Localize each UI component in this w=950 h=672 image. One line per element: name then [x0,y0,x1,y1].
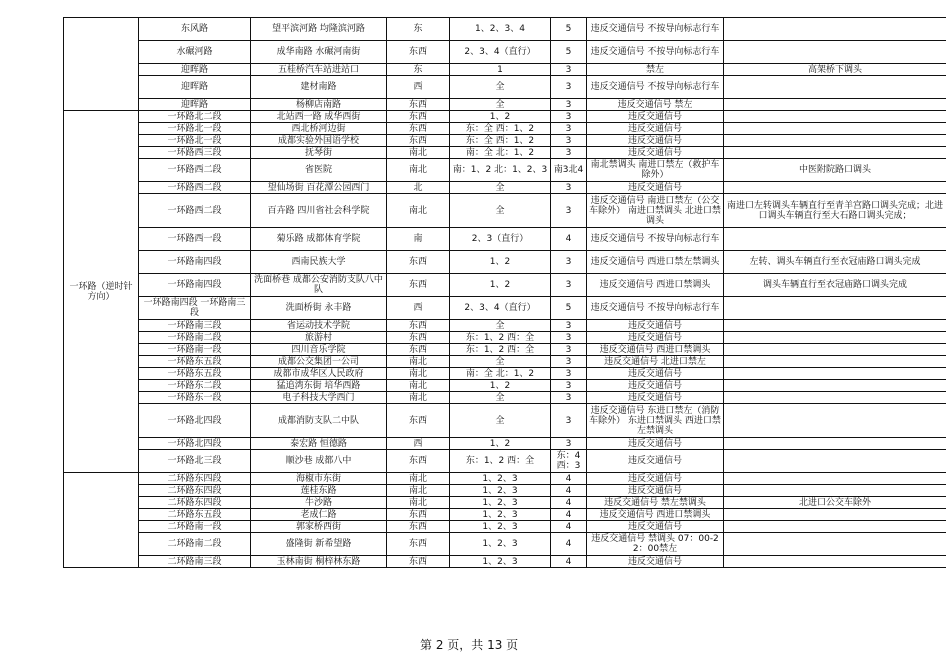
points-cell: 4 [551,473,587,485]
points-cell: 4 [551,556,587,568]
road-cell: 一环路南二段 [139,332,251,344]
violation-cell: 违反交通信号 [587,123,724,135]
violation-cell: 违反交通信号 西进口禁调头 [587,344,724,356]
violation-cell: 违反交通信号 [587,332,724,344]
direction-cell: 东西 [387,404,450,438]
points-cell: 3 [551,356,587,368]
points-cell: 5 [551,297,587,320]
table-row [64,18,947,41]
lanes-cell: 1、2、3 [450,556,551,568]
lanes-cell: 全 [450,182,551,194]
violation-cell: 违反交通信号 [587,556,724,568]
road-cell: 一环路西三段 [139,147,251,159]
points-cell: 东：4 西：3 [551,450,587,473]
road-cell: 一环路西二段 [139,194,251,228]
lanes-cell: 2、3、4（直行） [450,41,551,64]
table-row [64,380,947,392]
road-cell: 一环路北四段 [139,404,251,438]
direction-cell: 南北 [387,473,450,485]
table-row [64,392,947,404]
intersection-cell: 郭家桥西街 [251,521,387,533]
direction-cell: 东西 [387,320,450,332]
violation-cell: 违反交通信号 禁左禁调头 [587,497,724,509]
note-cell [724,135,947,147]
road-cell: 一环路北一段 [139,135,251,147]
ring-road-group-cell [64,473,139,568]
points-cell: 3 [551,135,587,147]
table-row [64,123,947,135]
table-row [64,64,947,76]
direction-cell: 东西 [387,111,450,123]
intersection-cell: 西南民族大学 [251,251,387,274]
violation-cell: 违反交通信号 [587,182,724,194]
lanes-cell: 1、2 [450,274,551,297]
points-cell: 3 [551,123,587,135]
intersection-cell: 五桂桥汽车站进站口 [251,64,387,76]
table-row [64,368,947,380]
table-row [64,194,947,228]
road-cell: 一环路东五段 [139,356,251,368]
points-cell: 3 [551,182,587,194]
lanes-cell: 1、2 [450,251,551,274]
intersection-cell: 莲桂东路 [251,485,387,497]
violation-cell: 南北禁调头 南进口禁左（救护车除外） [587,159,724,182]
note-cell [724,380,947,392]
table-row [64,404,947,438]
intersection-cell: 玉林南街 桐梓林东路 [251,556,387,568]
lanes-cell: 2、3（直行） [450,228,551,251]
table-row [64,509,947,521]
direction-cell: 东西 [387,41,450,64]
note-cell [724,147,947,159]
road-cell: 二环路东四段 [139,485,251,497]
table-row [64,485,947,497]
table-row [64,76,947,99]
intersection-cell: 猛追湾东街 培华西路 [251,380,387,392]
direction-cell: 西 [387,76,450,99]
note-cell [724,509,947,521]
note-cell: 左转、调头车辆直行至衣冠庙路口调头完成 [724,251,947,274]
points-cell: 4 [551,485,587,497]
lanes-cell: 1、2 [450,111,551,123]
lanes-cell: 全 [450,99,551,111]
direction-cell: 东 [387,64,450,76]
lanes-cell: 南：1、2 北：1、2、3 [450,159,551,182]
table-row [64,438,947,450]
road-cell: 一环路东一段 [139,392,251,404]
violation-cell: 违反交通信号 北进口禁左 [587,356,724,368]
violation-cell: 违反交通信号 不按导向标志行车 [587,228,724,251]
road-cell: 一环路东二段 [139,380,251,392]
points-cell: 5 [551,18,587,41]
direction-cell: 东西 [387,450,450,473]
table-row [64,99,947,111]
direction-cell: 东西 [387,344,450,356]
points-cell: 3 [551,251,587,274]
direction-cell: 南 [387,228,450,251]
road-cell: 一环路北一段 [139,123,251,135]
note-cell [724,344,947,356]
intersection-cell: 洗面桥巷 成都公安消防支队八中队 [251,274,387,297]
violation-cell: 违反交通信号 禁调头 07：00-22：00禁左 [587,533,724,556]
violation-cell: 违反交通信号 不按导向标志行车 [587,76,724,99]
lanes-cell: 1、2、3 [450,521,551,533]
intersection-cell: 电子科技大学西门 [251,392,387,404]
direction-cell: 南北 [387,147,450,159]
note-cell [724,99,947,111]
violation-cell: 违反交通信号 [587,147,724,159]
lanes-cell: 东：全 西：1、2 [450,123,551,135]
lanes-cell: 1、2、3 [450,497,551,509]
direction-cell: 南北 [387,380,450,392]
violation-cell: 违反交通信号 [587,368,724,380]
table-row [64,497,947,509]
road-cell: 一环路南四段 [139,251,251,274]
points-cell: 3 [551,438,587,450]
table-row [64,147,947,159]
intersection-cell: 成都公交集团一公司 [251,356,387,368]
direction-cell: 南北 [387,392,450,404]
lanes-cell: 东：1、2 西：全 [450,332,551,344]
points-cell: 4 [551,509,587,521]
violation-cell: 违反交通信号 不按导向标志行车 [587,18,724,41]
direction-cell: 西 [387,438,450,450]
intersection-cell: 望平滨河路 均隆滨河路 [251,18,387,41]
direction-cell: 南北 [387,159,450,182]
lanes-cell: 1、2、3 [450,485,551,497]
table-row [64,344,947,356]
road-cell: 一环路北三段 [139,450,251,473]
violation-cell: 禁左 [587,64,724,76]
direction-cell: 东西 [387,556,450,568]
table-row [64,521,947,533]
note-cell [724,18,947,41]
note-cell [724,111,947,123]
direction-cell: 南北 [387,356,450,368]
note-cell [724,521,947,533]
note-cell: 北进口公交车除外 [724,497,947,509]
road-cell: 一环路南一段 [139,344,251,356]
road-cell: 一环路北二段 [139,111,251,123]
intersection-cell: 牛沙路 [251,497,387,509]
violation-cell: 违反交通信号 东进口禁左（消防车除外） 东进口禁调头 西进口禁左禁调头 [587,404,724,438]
lanes-cell: 2、3、4（直行） [450,297,551,320]
lanes-cell: 1、2、3、4 [450,18,551,41]
note-cell [724,76,947,99]
direction-cell: 北 [387,182,450,194]
intersection-cell: 老成仁路 [251,509,387,521]
intersection-cell: 成都市成华区人民政府 [251,368,387,380]
table-row [64,182,947,194]
lanes-cell: 1、2、3 [450,533,551,556]
road-cell: 二环路南一段 [139,521,251,533]
direction-cell: 东西 [387,509,450,521]
intersection-cell: 北站西一路 成华西街 [251,111,387,123]
violation-cell: 违反交通信号 [587,521,724,533]
violation-cell: 违反交通信号 [587,438,724,450]
note-cell [724,473,947,485]
points-cell: 3 [551,76,587,99]
road-cell: 二环路东五段 [139,509,251,521]
road-cell: 一环路西二段 [139,182,251,194]
road-cell: 迎晖路 [139,99,251,111]
road-cell: 一环路北四段 [139,438,251,450]
violation-table-sheet [63,17,946,657]
note-cell: 调头车辆直行至衣冠庙路口调头完成 [724,274,947,297]
page-footer: 第 2 页，共 13 页 [420,638,519,652]
table-row [64,450,947,473]
road-cell: 一环路南四段 [139,274,251,297]
lanes-cell: 全 [450,356,551,368]
points-cell: 4 [551,228,587,251]
note-cell [724,556,947,568]
note-cell [724,356,947,368]
table-row [64,135,947,147]
direction-cell: 东西 [387,251,450,274]
road-cell: 二环路南三段 [139,556,251,568]
road-cell: 二环路南二段 [139,533,251,556]
violation-cell: 违反交通信号 [587,450,724,473]
intersection-cell: 抚琴街 [251,147,387,159]
intersection-cell: 菊乐路 成都体育学院 [251,228,387,251]
note-cell [724,320,947,332]
note-cell [724,438,947,450]
table-row [64,159,947,182]
direction-cell: 东 [387,18,450,41]
lanes-cell: 1、2、3 [450,473,551,485]
intersection-cell: 百卉路 四川省社会科学院 [251,194,387,228]
points-cell: 3 [551,392,587,404]
direction-cell: 南北 [387,497,450,509]
direction-cell: 西 [387,297,450,320]
lanes-cell: 1 [450,64,551,76]
intersection-cell: 顺沙巷 成都八中 [251,450,387,473]
violation-cell: 违反交通信号 [587,380,724,392]
intersection-cell: 成华南路 水碾河南街 [251,41,387,64]
lanes-cell: 南：全 北：1、2 [450,147,551,159]
lanes-cell: 1、2、3 [450,509,551,521]
violation-cell: 违反交通信号 [587,320,724,332]
direction-cell: 东西 [387,533,450,556]
table-row [64,332,947,344]
road-cell: 一环路东五段 [139,368,251,380]
direction-cell: 南北 [387,368,450,380]
table-row [64,41,947,64]
table-row [64,556,947,568]
lanes-cell: 全 [450,392,551,404]
table-row [64,228,947,251]
road-cell: 水碾河路 [139,41,251,64]
violation-cell: 违反交通信号 不按导向标志行车 [587,41,724,64]
violation-cell: 违反交通信号 [587,473,724,485]
note-cell [724,485,947,497]
note-cell: 南进口左转调头车辆直行至青羊宫路口调头完成；北进口调头车辆直行至大石路口调头完成； [724,194,947,228]
direction-cell: 东西 [387,135,450,147]
points-cell: 3 [551,332,587,344]
points-cell: 3 [551,194,587,228]
direction-cell: 东西 [387,332,450,344]
direction-cell: 东西 [387,274,450,297]
intersection-cell: 四川音乐学院 [251,344,387,356]
lanes-cell: 东：1、2 西：全 [450,450,551,473]
note-cell: 中医附院路口调头 [724,159,947,182]
note-cell [724,450,947,473]
intersection-cell: 盛隆街 新希望路 [251,533,387,556]
violation-cell: 违反交通信号 西进口禁左禁调头 [587,251,724,274]
intersection-cell: 成都消防支队二中队 [251,404,387,438]
points-cell: 3 [551,344,587,356]
intersection-cell: 成都实验外国语学校 [251,135,387,147]
points-cell: 3 [551,274,587,297]
road-cell: 一环路南三段 [139,320,251,332]
violation-cell: 违反交通信号 西进口禁调头 [587,509,724,521]
intersection-cell: 海椒市东街 [251,473,387,485]
table-row [64,111,947,123]
road-cell: 一环路西二段 [139,159,251,182]
intersection-cell: 望仙场街 百花潭公园西门 [251,182,387,194]
road-cell: 二环路东四段 [139,473,251,485]
violation-cell: 违反交通信号 [587,485,724,497]
direction-cell: 南北 [387,194,450,228]
points-cell: 3 [551,368,587,380]
lanes-cell: 东：1、2 西：全 [450,344,551,356]
violation-table [63,17,946,568]
table-body [64,18,947,568]
points-cell: 3 [551,147,587,159]
violation-cell: 违反交通信号 南进口禁左（公交车除外） 南进口禁调头 北进口禁调头 [587,194,724,228]
intersection-cell: 建材南路 [251,76,387,99]
road-cell: 一环路西一段 [139,228,251,251]
lanes-cell: 东：全 西：1、2 [450,135,551,147]
points-cell: 3 [551,99,587,111]
intersection-cell: 旅游村 [251,332,387,344]
lanes-cell: 1、2 [450,380,551,392]
note-cell [724,533,947,556]
note-cell [724,332,947,344]
table-row [64,320,947,332]
note-cell [724,123,947,135]
violation-cell: 违反交通信号 [587,135,724,147]
points-cell: 3 [551,380,587,392]
lanes-cell: 南：全 北：1、2 [450,368,551,380]
points-cell: 4 [551,497,587,509]
lanes-cell: 全 [450,194,551,228]
road-cell: 迎晖路 [139,76,251,99]
direction-cell: 东西 [387,521,450,533]
intersection-cell: 省医院 [251,159,387,182]
table-row [64,297,947,320]
ring-road-group-cell [64,18,139,111]
direction-cell: 南北 [387,485,450,497]
violation-cell: 违反交通信号 [587,392,724,404]
violation-cell: 违反交通信号 西进口禁调头 [587,274,724,297]
note-cell [724,297,947,320]
note-cell [724,182,947,194]
points-cell: 南3北4 [551,159,587,182]
points-cell: 4 [551,521,587,533]
road-cell: 二环路东四段 [139,497,251,509]
intersection-cell: 西北桥河边街 [251,123,387,135]
direction-cell: 东西 [387,99,450,111]
intersection-cell: 泰宏路 恒德路 [251,438,387,450]
violation-cell: 违反交通信号 禁左 [587,99,724,111]
road-cell: 迎晖路 [139,64,251,76]
note-cell [724,404,947,438]
note-cell [724,41,947,64]
table-row [64,356,947,368]
table-row [64,274,947,297]
points-cell: 4 [551,533,587,556]
table-row [64,473,947,485]
lanes-cell: 全 [450,76,551,99]
note-cell: 高架桥下调头 [724,64,947,76]
intersection-cell: 杨柳店南路 [251,99,387,111]
points-cell: 3 [551,320,587,332]
table-row [64,251,947,274]
violation-cell: 违反交通信号 不按导向标志行车 [587,297,724,320]
table-row [64,533,947,556]
lanes-cell: 1、2 [450,438,551,450]
note-cell [724,368,947,380]
note-cell [724,392,947,404]
points-cell: 3 [551,64,587,76]
lanes-cell: 全 [450,404,551,438]
road-cell: 一环路南四段 一环路南三段 [139,297,251,320]
points-cell: 3 [551,404,587,438]
road-cell: 东风路 [139,18,251,41]
direction-cell: 东西 [387,123,450,135]
note-cell [724,228,947,251]
ring-road-group-cell: 一环路（逆时针方向） [64,111,139,473]
lanes-cell: 全 [450,320,551,332]
points-cell: 3 [551,111,587,123]
points-cell: 5 [551,41,587,64]
intersection-cell: 省运动技术学院 [251,320,387,332]
intersection-cell: 洗面桥街 永丰路 [251,297,387,320]
violation-cell: 违反交通信号 [587,111,724,123]
